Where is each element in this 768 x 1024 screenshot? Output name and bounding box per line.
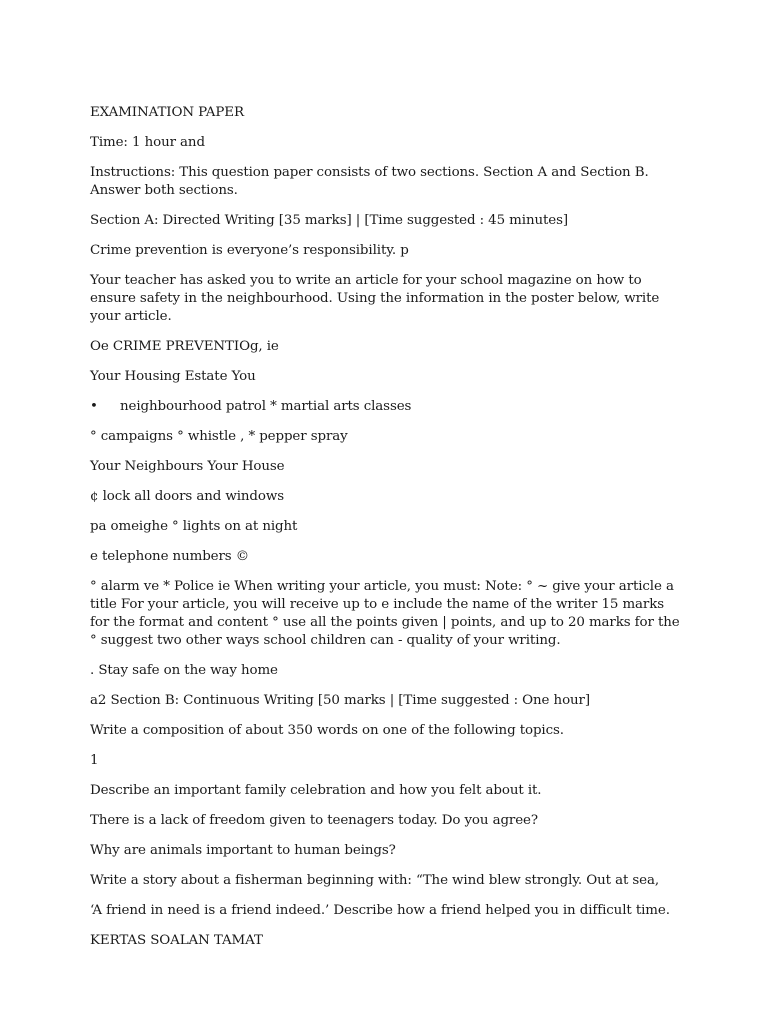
poster-line-neighbours: Your Neighbours Your House: [90, 459, 285, 474]
topic-5: ‘A friend in need is a friend indeed.’ Describe how a friend helped you in difficult time.: [90, 903, 670, 918]
topic-2: There is a lack of freedom given to teenagers today. Do you agree?: [90, 813, 538, 828]
stay-safe-line: . Stay safe on the way home: [90, 663, 278, 678]
end-line: KERTAS SOALAN TAMAT: [90, 933, 263, 948]
poster-bullet-text: neighbourhood patrol * martial arts classes: [120, 399, 412, 414]
poster-line-lights: pa omeighe ° lights on at night: [90, 519, 298, 534]
poster-title: Oe CRIME PREVENTIOg, ie: [90, 339, 279, 354]
poster-bullet-item: [90, 398, 680, 416]
section-a-heading: Section A: Directed Writing [35 marks] | [Time suggested : 45 minutes]: [90, 213, 568, 228]
document-page: [90, 104, 680, 962]
poster-line-campaigns: ° campaigns ° whistle , * pepper spray: [90, 429, 348, 444]
section-b-intro: Write a composition of about 350 words on one of the following topics.: [90, 723, 564, 738]
time-line: Time: 1 hour and: [90, 135, 205, 150]
poster-line-telephone: e telephone numbers ©: [90, 549, 250, 564]
topic-3: Why are animals important to human beings?: [90, 843, 396, 858]
paper-title: EXAMINATION PAPER: [90, 105, 244, 120]
instructions: Instructions: This question paper consists of two sections. Section A and Section B. Answer both sections.: [90, 165, 649, 198]
topic-number: 1: [90, 753, 99, 768]
crime-prevention-line: Crime prevention is everyone’s responsibility. p: [90, 243, 409, 258]
notes-block: ° alarm ve * Police ie When writing your article, you must: Note: ° ~ give your article a title For your article, you will receive up to e include the name of the writer 15 marks for the format and content ° use all the points given | points, and up to 20 marks for the ° suggest two other ways school children can - quality of your writing.: [90, 579, 680, 648]
poster-line-housing: Your Housing Estate You: [90, 369, 256, 384]
bullet-icon: •: [90, 399, 98, 414]
task-intro: Your teacher has asked you to write an article for your school magazine on how to ensure safety in the neighbourhood. Using the information in the poster below, write your article.: [90, 273, 660, 324]
poster-line-lock: ¢ lock all doors and windows: [90, 489, 284, 504]
topic-1: Describe an important family celebration and how you felt about it.: [90, 783, 542, 798]
section-b-heading: a2 Section B: Continuous Writing [50 marks | [Time suggested : One hour]: [90, 693, 590, 708]
topic-4: Write a story about a fisherman beginning with: “The wind blew strongly. Out at sea,: [90, 873, 660, 888]
